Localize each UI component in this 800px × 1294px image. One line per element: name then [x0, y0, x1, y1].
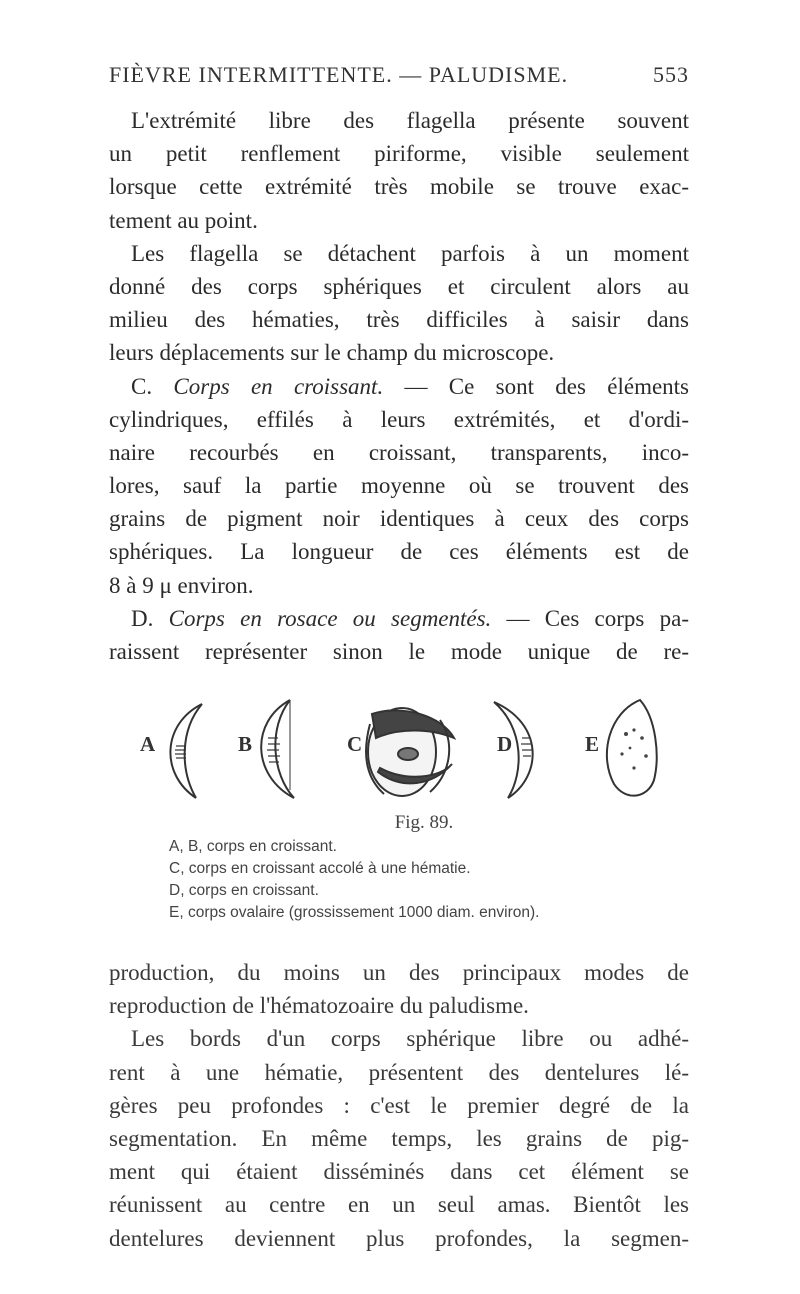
caption-line: A, B, corps en croissant. — [169, 838, 337, 855]
text-line: dentelures deviennent plus profondes, la segmen- — [109, 1225, 689, 1251]
text-line: leurs déplacements sur le champ du microscope. — [109, 340, 555, 366]
section-letter: D. — [131, 605, 154, 631]
crescent-a-drawing — [170, 704, 202, 798]
text-line: réunissent au centre en un seul amas. Bientôt les — [109, 1192, 689, 1218]
crescent-d-drawing — [494, 702, 533, 798]
figure-label-c: C — [347, 732, 363, 756]
figure-drawing — [140, 694, 660, 804]
section-heading-line — [109, 370, 689, 403]
caption-line: D, corps en croissant. — [169, 882, 319, 899]
crescent-with-hematie-c-drawing — [366, 708, 454, 796]
section-heading-rest: — Ces corps pa- — [491, 605, 689, 631]
text-line: donné des corps sphériques et circulent alors au — [109, 273, 689, 299]
figure-title: Fig. 89. — [394, 812, 454, 833]
text-line: production, du moins un des principaux modes de — [109, 960, 689, 985]
text-line: gères peu profondes : c'est le premier degré de la — [109, 1092, 689, 1118]
text-block-top — [109, 104, 689, 668]
caption-line: E, corps ovalaire (grossissement 1000 diam. environ). — [169, 904, 540, 921]
section-heading-rest: — Ce sont des éléments — [383, 373, 690, 399]
text-line: rent à une hématie, présentent des dentelures lé- — [109, 1059, 689, 1085]
text-line: sphériques. La longueur de ces éléments est de — [109, 539, 689, 565]
text-line: grains de pigment noir identiques à ceux des corps — [109, 506, 689, 532]
text-line: raissent représenter sinon le mode unique de re- — [109, 639, 689, 664]
text-line: Les bords d'un corps sphérique libre ou adhé- — [131, 1026, 689, 1052]
figure-label-a: A — [140, 732, 156, 756]
text-line: lores, sauf la partie moyenne où se trouvent des — [109, 473, 689, 499]
text-line: Les flagella se détachent parfois à un moment — [131, 240, 689, 266]
figure-label-b: B — [238, 732, 253, 756]
text-line: milieu des hématies, très difficiles à saisir dans — [109, 307, 689, 333]
text-line: ment qui étaient disséminés dans cet élément se — [109, 1159, 689, 1185]
text-line: lorsque cette extrémité très mobile se trouve exac- — [109, 174, 689, 200]
figure-label-d: D — [497, 732, 513, 756]
figure-caption — [169, 812, 689, 924]
text-line: L'extrémité libre des flagella présente souvent — [131, 108, 689, 133]
section-letter: C. — [131, 373, 153, 399]
text-line: reproduction de l'hématozoaire du paludisme. — [109, 993, 529, 1019]
caption-line: C, corps en croissant accolé à une hématie. — [169, 860, 471, 877]
text-line: 8 à 9 μ environ. — [109, 572, 254, 598]
text-block-bottom — [109, 956, 689, 1255]
crescent-b-drawing — [261, 700, 294, 798]
page-header — [109, 62, 689, 88]
running-title: FIÈVRE INTERMITTENTE. — PALUDISME. — [109, 62, 569, 87]
section-title: Corps en rosace ou segmentés. — [168, 605, 492, 631]
section-heading-line — [109, 602, 689, 635]
page-number: 553 — [653, 62, 689, 87]
text-line: naire recourbés en croissant, transparents, inco- — [109, 439, 689, 465]
text-line: cylindriques, effilés à leurs extrémités, et d'ordi- — [109, 406, 689, 432]
text-line: un petit renflement piriforme, visible seulement — [109, 141, 689, 167]
ovalaire-e-drawing — [607, 700, 657, 796]
section-title: Corps en croissant. — [173, 373, 384, 399]
text-line: tement au point. — [109, 207, 258, 233]
figure-89 — [140, 694, 660, 804]
text-line: segmentation. En même temps, les grains de pig- — [109, 1125, 689, 1151]
figure-label-e: E — [585, 732, 600, 756]
